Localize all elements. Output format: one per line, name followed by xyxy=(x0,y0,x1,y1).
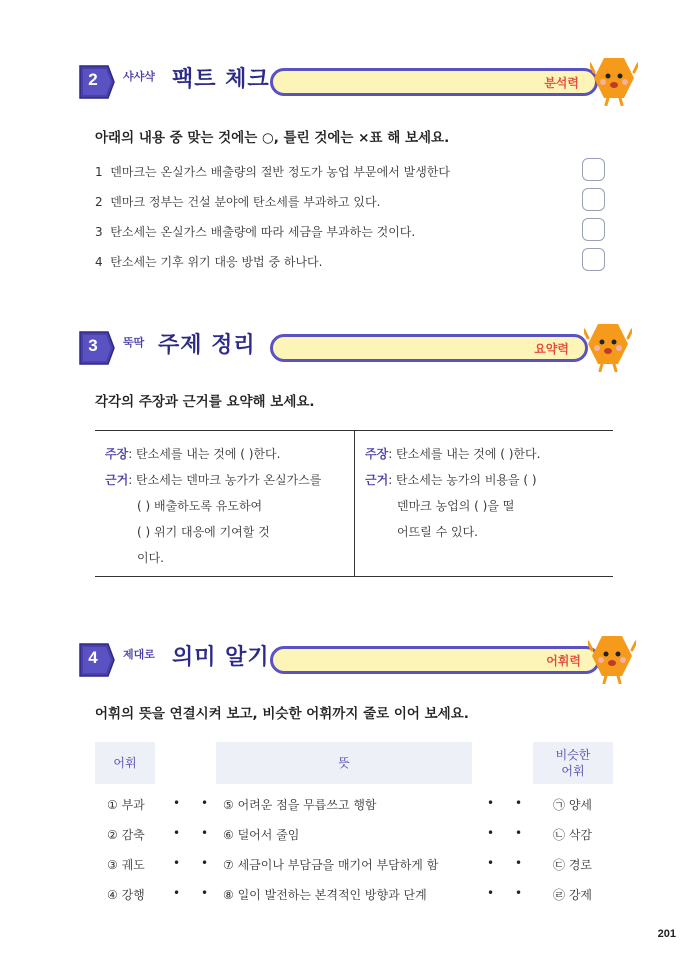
vocab-meaning: ⑥ 덜어서 줄임 xyxy=(223,828,300,842)
right-claim-text: : 탄소세를 내는 것에 ( )한다. xyxy=(388,447,541,461)
answer-checkbox[interactable] xyxy=(582,158,605,181)
summary-instruction: 각각의 주장과 근거를 요약해 보세요. xyxy=(95,394,315,410)
connect-dot[interactable]: • xyxy=(515,856,523,870)
vocab-row xyxy=(95,790,615,820)
connect-dot[interactable]: • xyxy=(201,886,209,900)
vocab-similar: ㉠ 양세 xyxy=(553,798,592,812)
connect-dot[interactable]: • xyxy=(173,856,181,870)
section-title: 팩트 체크 xyxy=(172,67,270,92)
section-subtitle: 뚝딱 xyxy=(123,336,145,349)
vocab-header-meaning: 뜻 xyxy=(216,742,472,784)
quiz-item-text: 덴마크 정부는 건설 분야에 탄소세를 부과하고 있다. xyxy=(110,195,381,209)
connect-dot[interactable]: • xyxy=(487,856,495,870)
answer-checkbox[interactable] xyxy=(582,218,605,241)
section-number-badge xyxy=(78,330,116,366)
quiz-item-text: 탄소세는 기후 위기 대응 방법 중 하나다. xyxy=(110,255,323,269)
summary-divider xyxy=(354,431,355,576)
section-bar xyxy=(270,334,588,362)
left-reason-line: 이다. xyxy=(137,551,164,565)
connect-dot[interactable]: • xyxy=(487,886,495,900)
section-subtitle: 제대로 xyxy=(123,648,155,661)
hexagon-mascot-icon xyxy=(590,54,638,106)
quiz-item xyxy=(95,188,605,214)
vocab-word: ④ 강행 xyxy=(107,888,145,902)
quiz-item xyxy=(95,248,605,274)
vocab-meaning: ⑦ 세금이나 부담금을 매기어 부담하게 함 xyxy=(223,858,439,872)
section-title: 의미 알기 xyxy=(172,645,270,670)
answer-checkbox[interactable] xyxy=(582,188,605,211)
left-reason-line: ( ) 배출하도록 유도하여 xyxy=(137,499,263,513)
section-subtitle: 샤샤샥 xyxy=(123,70,155,83)
vocab-similar: ㉢ 경로 xyxy=(553,858,592,872)
skill-label: 요약력 xyxy=(534,342,569,356)
vocab-word: ② 감축 xyxy=(107,828,145,842)
left-reason-line xyxy=(105,471,321,488)
vocab-row xyxy=(95,850,615,880)
right-reason-text: : 탄소세는 농가의 비용을 ( ) xyxy=(388,473,537,487)
section-header-vocabulary xyxy=(78,640,638,680)
vocab-row xyxy=(95,880,615,910)
claim-label: 주장 xyxy=(105,447,129,461)
left-reason-line: ( ) 위기 대응에 기여할 것 xyxy=(137,525,270,539)
section-title: 주제 정리 xyxy=(158,333,256,358)
section-header-topic-summary xyxy=(78,328,638,368)
connect-dot[interactable]: • xyxy=(201,826,209,840)
right-reason-line: 덴마크 농업의 ( )을 떨 xyxy=(397,499,515,513)
right-reason-line xyxy=(365,471,537,488)
left-claim-text: : 탄소세를 내는 것에 ( )한다. xyxy=(128,447,281,461)
reason-label: 근거 xyxy=(365,473,389,487)
section-number-badge xyxy=(78,64,116,100)
left-reason-text: : 탄소세는 덴마크 농가가 온실가스를 xyxy=(128,473,322,487)
quiz-item-number: 3 xyxy=(95,225,103,239)
skill-label: 어휘력 xyxy=(546,654,581,668)
reason-label: 근거 xyxy=(105,473,129,487)
vocab-row xyxy=(95,820,615,850)
quiz-item-number: 2 xyxy=(95,195,103,209)
connect-dot[interactable]: • xyxy=(515,886,523,900)
connect-dot[interactable]: • xyxy=(487,796,495,810)
right-claim-line xyxy=(365,445,540,462)
quiz-instruction: 아래의 내용 중 맞는 것에는 ○, 틀린 것에는 ×표 해 보세요. xyxy=(95,130,450,146)
vocab-word: ③ 궤도 xyxy=(107,858,145,872)
quiz-item xyxy=(95,218,605,244)
connect-dot[interactable]: • xyxy=(515,796,523,810)
section-number: 4 xyxy=(88,648,98,667)
section-bar xyxy=(270,68,598,96)
vocab-similar: ㉣ 강제 xyxy=(553,888,592,902)
vocab-header-similar: 비슷한 어휘 xyxy=(533,742,613,784)
vocab-word: ① 부과 xyxy=(107,798,145,812)
summary-table xyxy=(95,430,613,577)
vocab-similar: ㉡ 삭감 xyxy=(553,828,592,842)
quiz-item-number: 1 xyxy=(95,165,103,179)
section-header-fact-check xyxy=(78,62,638,102)
page-number: 201 xyxy=(657,928,676,940)
right-reason-line: 어뜨릴 수 있다. xyxy=(397,525,478,539)
vocab-meaning: ⑧ 일이 발전하는 본격적인 방향과 단계 xyxy=(223,888,427,902)
vocab-instruction: 어휘의 뜻을 연결시켜 보고, 비슷한 어휘까지 줄로 이어 보세요. xyxy=(95,706,469,722)
connect-dot[interactable]: • xyxy=(173,826,181,840)
section-number-badge xyxy=(78,642,116,678)
section-number: 2 xyxy=(88,70,98,89)
skill-label: 분석력 xyxy=(544,76,579,90)
connect-dot[interactable]: • xyxy=(173,886,181,900)
left-claim-line xyxy=(105,445,280,462)
hexagon-mascot-icon xyxy=(584,320,632,372)
connect-dot[interactable]: • xyxy=(173,796,181,810)
vocab-header-word: 어휘 xyxy=(95,742,155,784)
connect-dot[interactable]: • xyxy=(201,796,209,810)
section-bar xyxy=(270,646,600,674)
connect-dot[interactable]: • xyxy=(487,826,495,840)
quiz-item-text: 탄소세는 온실가스 배출량에 따라 세금을 부과하는 것이다. xyxy=(110,225,416,239)
vocab-meaning: ⑤ 어려운 점을 무릅쓰고 행함 xyxy=(223,798,377,812)
quiz-item-number: 4 xyxy=(95,255,103,269)
section-number: 3 xyxy=(88,336,98,355)
answer-checkbox[interactable] xyxy=(582,248,605,271)
quiz-item xyxy=(95,158,605,184)
connect-dot[interactable]: • xyxy=(515,826,523,840)
hexagon-mascot-icon xyxy=(588,632,636,684)
quiz-item-text: 덴마크는 온실가스 배출량의 절반 정도가 농업 부문에서 발생한다 xyxy=(110,165,450,179)
claim-label: 주장 xyxy=(365,447,389,461)
connect-dot[interactable]: • xyxy=(201,856,209,870)
